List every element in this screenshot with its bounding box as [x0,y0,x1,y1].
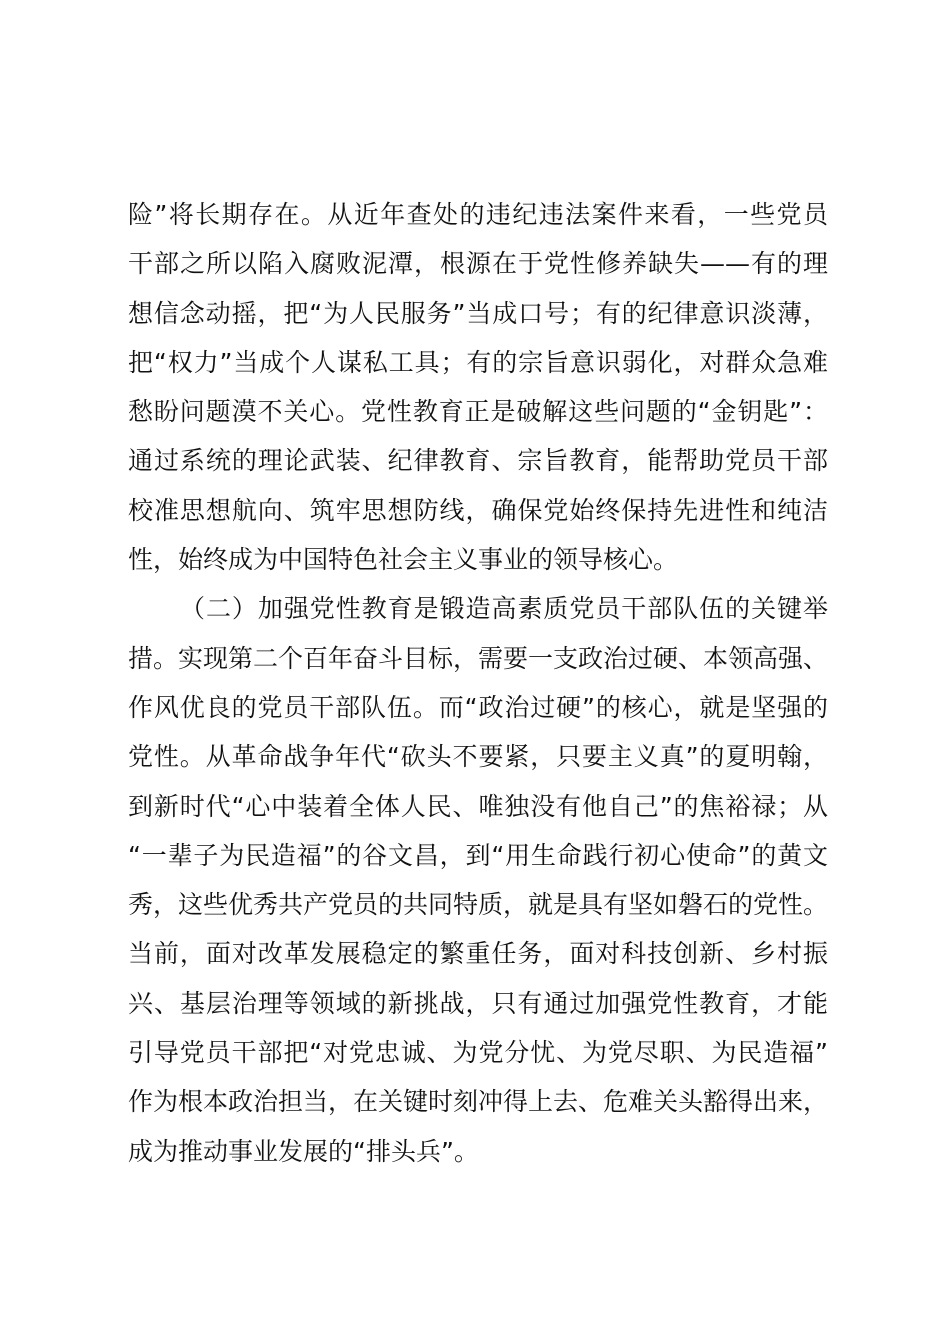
text-line: 把“权力”当成个人谋私工具；有的宗旨意识弱化，对群众急难 [128,347,828,377]
text-line: 成为推动事业发展的“排头兵”。 [128,1136,479,1166]
text-line: 党性。从革命战争年代“砍头不要紧，只要主义真”的夏明翰， [128,742,828,772]
text-line: 愁盼问题漠不关心。党性教育正是破解这些问题的“金钥匙”： [128,397,828,427]
text-line: 通过系统的理论武装、纪律教育、宗旨教育，能帮助党员干部 [128,446,828,476]
paragraph-1 [128,190,828,584]
text-line: 性，始终成为中国特色社会主义事业的领导核心。 [128,545,679,575]
section-heading-line: （二）加强党性教育是锻造高素质党员干部队伍的关键举 [180,594,828,624]
text-line: 想信念动摇，把“为人民服务”当成口号；有的纪律意识淡薄， [128,298,828,328]
text-line: “一辈子为民造福”的谷文昌，到“用生命践行初心使命”的黄文 [128,840,828,870]
text-line: 秀，这些优秀共产党员的共同特质，就是具有坚如磐石的党性。 [128,890,829,920]
text-line: 兴、基层治理等领域的新挑战，只有通过加强党性教育，才能 [128,988,828,1018]
text-line: 到新时代“心中装着全体人民、唯独没有他自己”的焦裕禄；从 [128,791,828,821]
document-body [128,190,828,1176]
text-line: 作风优良的党员干部队伍。而“政治过硬”的核心，就是坚强的 [128,692,828,722]
text-line: 措。实现第二个百年奋斗目标，需要一支政治过硬、本领高强、 [128,643,829,673]
paragraph-2 [128,584,828,1176]
text-line: 险”将长期存在。从近年查处的违纪违法案件来看，一些党员 [128,200,828,229]
text-line: 校准思想航向、筑牢思想防线，确保党始终保持先进性和纯洁 [128,495,828,525]
text-line: 作为根本政治担当，在关键时刻冲得上去、危难关头豁得出来， [128,1087,829,1117]
text-line: 当前，面对改革发展稳定的繁重任务，面对科技创新、乡村振 [128,939,828,969]
text-line: 干部之所以陷入腐败泥潭，根源在于党性修养缺失——有的理 [128,249,828,279]
text-line: 引导党员干部把“对党忠诚、为党分忧、为党尽职、为民造福” [128,1038,828,1068]
